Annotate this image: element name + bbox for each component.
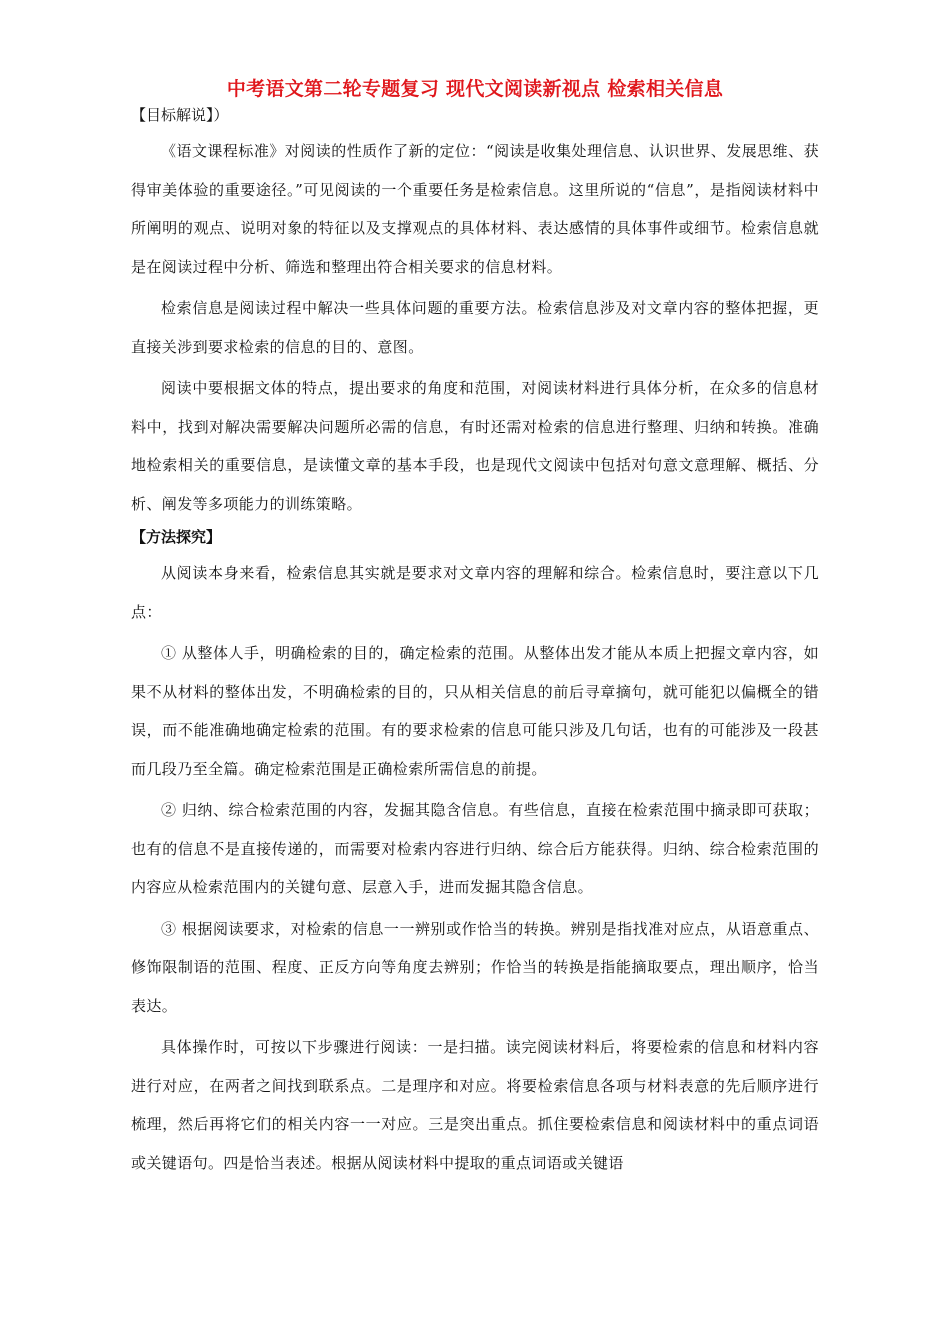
section-method-exploration [131, 526, 819, 1182]
paragraph: ③ 根据阅读要求，对检索的信息一一辨别或作恰当的转换。辨别是指找准对应点，从语意重点、修饰限制语的范围、程度、正反方向等角度去辨别；作恰当的转换是指能摘取要点，理出顺序，恰当表达。 [131, 919, 819, 1015]
paragraph: 从阅读本身来看，检索信息其实就是要求对文章内容的理解和综合。检索信息时，要注意以下几点： [131, 564, 819, 621]
section-heading-target: 【目标解说】） [131, 106, 229, 124]
paragraph: ② 归纳、综合检索范围的内容，发掘其隐含信息。有些信息，直接在检索范围中摘录即可获取；也有的信息不是直接传递的，而需要对检索内容进行归纳、综合后方能获得。归纳、综合检索范围的内容应从检索范围内的关键句意、层意入手，进而发掘其隐含信息。 [131, 801, 819, 896]
paragraph: 阅读中要根据文体的特点，提出要求的角度和范围，对阅读材料进行具体分析，在众多的信息材料中，找到对解决需要解决问题所必需的信息，有时还需对检索的信息进行整理、归纳和转换。准确地检索相关的重要信息，是读懂文章的基本手段，也是现代文阅读中包括对句意文意理解、概括、分析、阐发等多项能力的训练策略。 [131, 379, 819, 513]
paragraph: 检索信息是阅读过程中解决一些具体问题的重要方法。检索信息涉及对文章内容的整体把握，更直接关涉到要求检索的信息的目的、意图。 [131, 299, 819, 356]
paragraph: 具体操作时，可按以下步骤进行阅读：一是扫描。读完阅读材料后，将要检索的信息和材料内容进行对应，在两者之间找到联系点。二是理序和对应。将要检索信息各项与材料表意的先后顺序进行梳理，然后再将它们的相关内容一一对应。三是突出重点。抓住要检索信息和阅读材料中的重点词语或关键语句。四是恰当表述。根据从阅读材料中提取的重点词语或关键语 [131, 1038, 819, 1172]
section-heading-method: 【方法探究】 [131, 528, 222, 546]
section-target-explanation [131, 104, 819, 523]
document-title: 中考语文第二轮专题复习 现代文阅读新视点 检索相关信息 [226, 78, 724, 100]
paragraph: 《语文课程标准》对阅读的性质作了新的定位：“阅读是收集处理信息、认识世界、发展思维、获得审美体验的重要途径。”可见阅读的一个重要任务是检索信息。这里所说的“信息”，是指阅读材料中所阐明的观点、说明对象的特征以及支撑观点的具体材料、表达感情的具体事件或细节。检索信息就是在阅读过程中分析、筛选和整理出符合相关要求的信息材料。 [131, 142, 819, 276]
paragraph: ① 从整体人手，明确检索的目的，确定检索的范围。从整体出发才能从本质上把握文章内容，如果不从材料的整体出发，不明确检索的目的，只从相关信息的前后寻章摘句，就可能犯以偏概全的错误，而不能准确地确定检索的范围。有的要求检索的信息可能只涉及几句话，也有的可能涉及一段甚而几段乃至全篇。确定检索范围是正确检索所需信息的前提。 [131, 644, 819, 778]
document-page [131, 76, 819, 1185]
